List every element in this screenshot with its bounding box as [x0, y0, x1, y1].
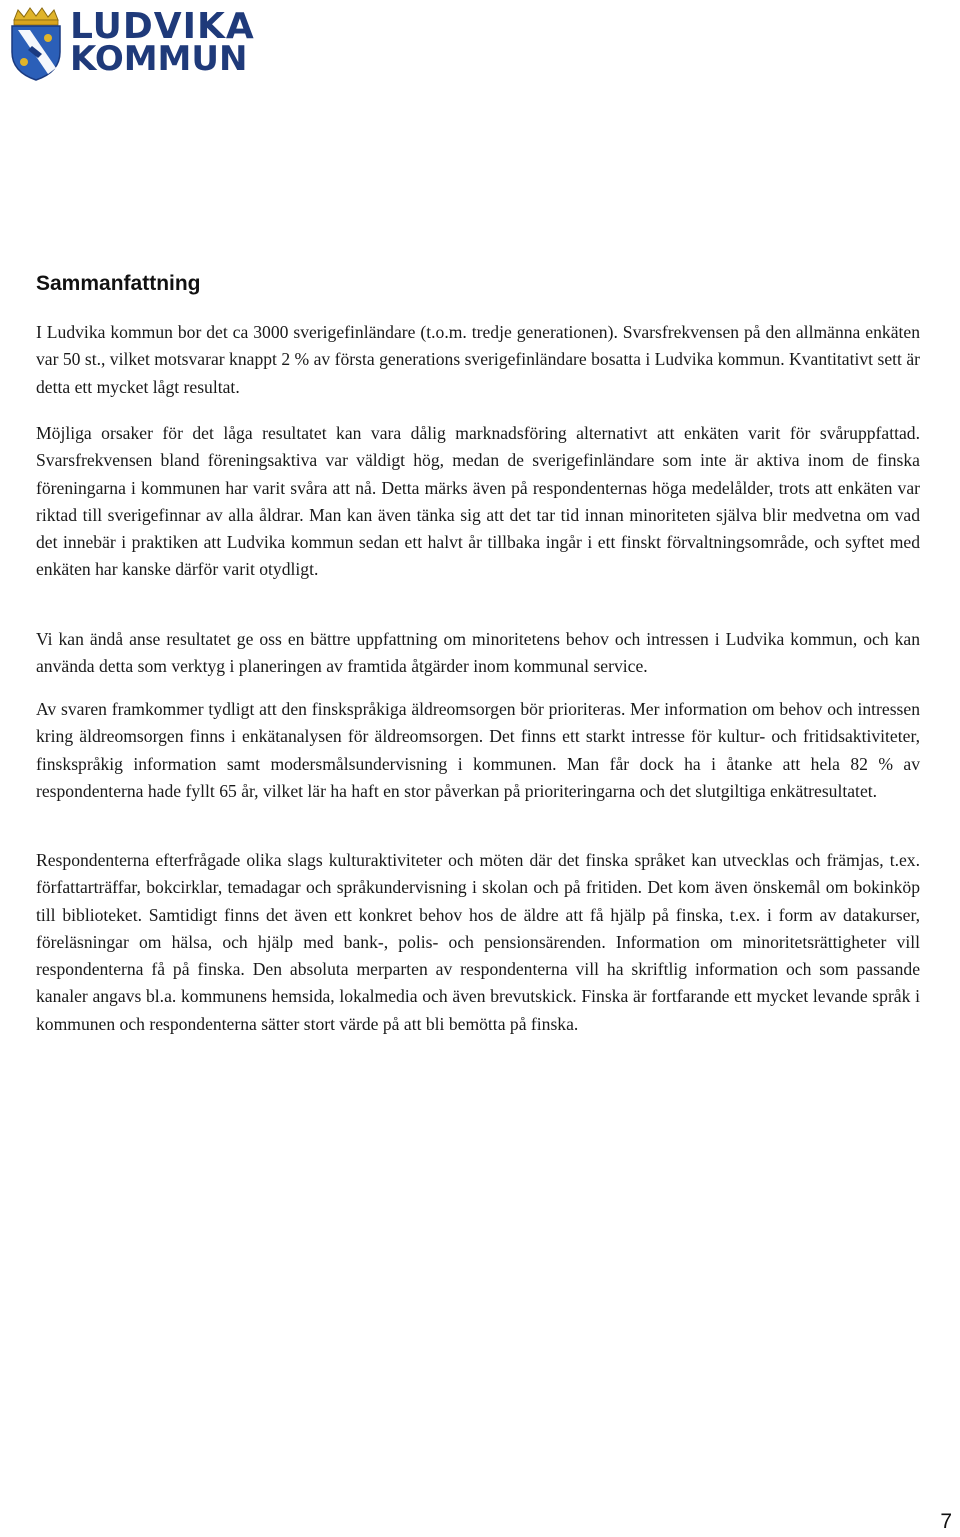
paragraph-3: Vi kan ändå anse resultatet ge oss en bättre uppfattning om minoritetens behov och intressen i Ludvika kommun, och kan använda detta som verktyg i planeringen av framtida åtgärder inom kommunal service. — [36, 629, 920, 677]
logo-line-kommun: KOMMUN — [70, 39, 248, 79]
paragraph-1: I Ludvika kommun bor det ca 3000 sverigefinländare (t.o.m. tredje generationen). Svarsfrekvensen på den allmänna enkäten var 50 st., vilket motsvarar knappt 2 % av första generations sverigefinländare bosatta i Ludvika kommun. Kvantitativt sett är detta ett mycket lågt resultat. — [36, 322, 920, 397]
coat-of-arms-icon — [8, 6, 64, 82]
section-heading: Sammanfattning — [36, 272, 201, 295]
paragraph-4: Av svaren framkommer tydligt att den finskspråkiga äldreomsorgen bör prioriteras. Mer information om behov och intressen kring äldreomsorgen finns i enkätanalysen för äldreomsorgen. Det finns ett starkt intresse för kultur- och fritidsaktiviteter, finskspråkig information samt modersmålsundervisning i kommunen. Man får dock ha i åtanke att hela 82 % av respondenterna hade fyllt 65 år, vilket lär ha haft en stor påverkan på prioriteringarna och det slutgiltiga enkätresultatet. — [36, 699, 920, 801]
logo-line-ludvika: LUDVIKA — [70, 6, 255, 47]
logo-wordmark — [70, 6, 255, 79]
page-number: 7 — [940, 1510, 952, 1533]
ludvika-kommun-logo — [8, 6, 255, 82]
paragraph-5: Respondenterna efterfrågade olika slags kulturaktiviteter och möten där det finska språket kan utvecklas och främjas, t.ex. författarträffar, bokcirklar, temadagar och språkundervisning i skolan och på fritiden. Det kom även önskemål om bokinköp till biblioteket. Samtidigt finns det även ett konkret behov hos de äldre att få hjälp på finska, t.ex. i form av datakurser, föreläsningar om hälsa, och hjälp med bank-, polis- och pensionsärenden. Information om minoritetsrättigheter vill respondenterna få på finska. Den absoluta merparten av respondenterna vill ha skriftlig information och som passande kanaler angavs bl.a. kommunens hemsida, lokalmedia och även brevutskick. Finska är fortfarande ett mycket levande språk i kommunen och respondenterna sätter stort värde på att bli bemötta på finska. — [36, 850, 920, 1034]
paragraph-2: Möjliga orsaker för det låga resultatet kan vara dålig marknadsföring alternativt att enkäten varit för svåruppfattad. Svarsfrekvensen bland föreningsaktiva var väldigt hög, medan de sverigefinländare som inte är aktiva inom de finska föreningarna i kommunen har varit svåra att nå. Detta märks även på respondenternas höga medelålder, trots att enkäten var riktad till sverigefinnar av alla åldrar. Man kan även tänka sig att det tar tid innan minoriteten själva blir medvetna om vad det innebär i praktiken att Ludvika kommun sedan ett halvt år tillbaka ingår i ett finskt förvaltningsområde, och syftet med enkäten har kanske därför varit otydligt. — [36, 423, 920, 580]
